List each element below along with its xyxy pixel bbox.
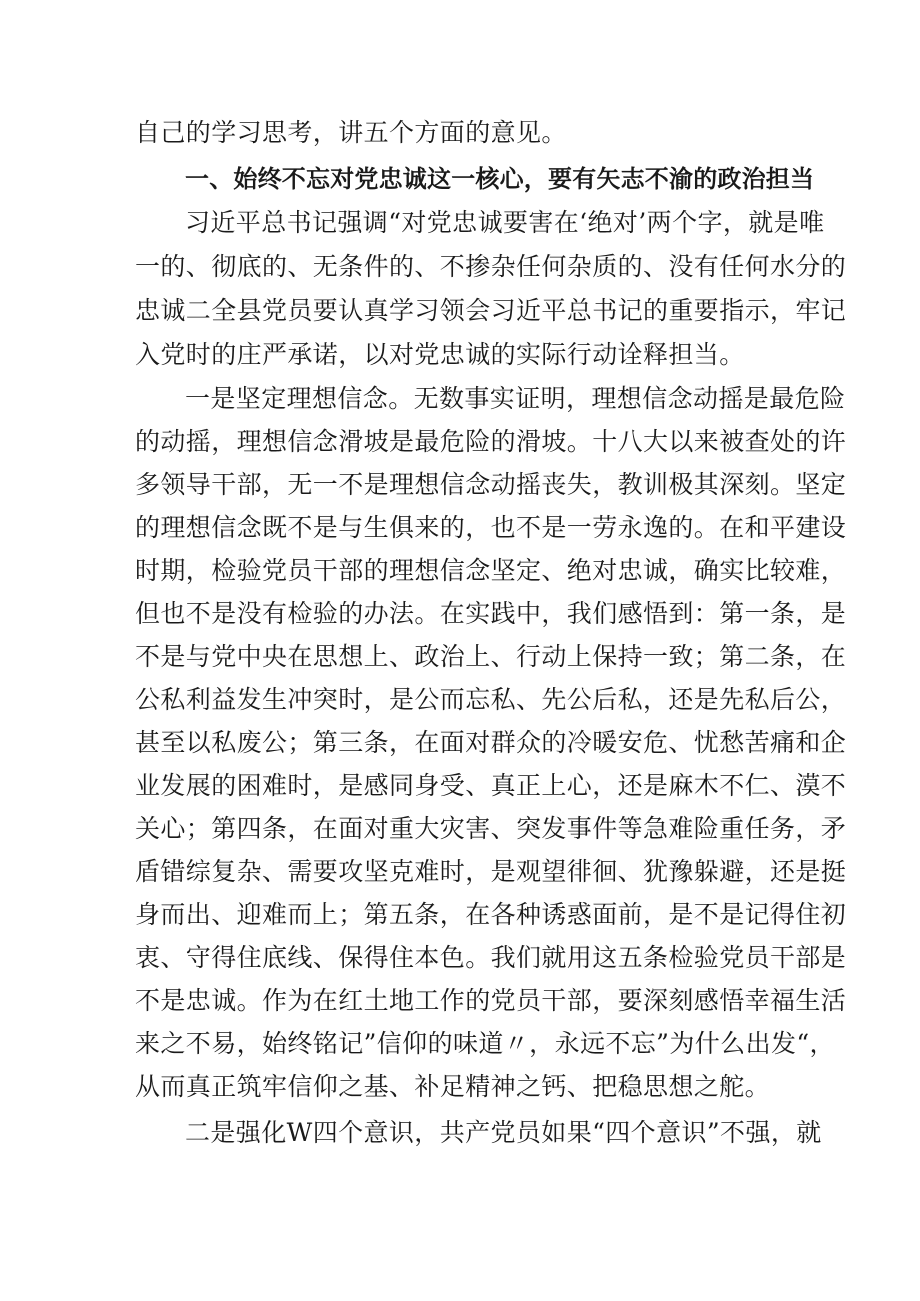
text-line: 一的、彻底的、无条件的、不掺杂任何杂质的、没有任何水分的 xyxy=(135,252,847,281)
text-line: 的理想信念既不是与生俱来的，也不是一劳永逸的。在和平建设 xyxy=(135,513,847,542)
text-line: 公私利益发生冲突时，是公而忘私、先公后私，还是先私后公， xyxy=(135,685,847,714)
text-line: 习近平总书记强调“对党忠诚要害在‘绝对’两个字，就是唯 xyxy=(185,208,825,237)
text-line: 入党时的庄严承诺，以对党忠诚的实际行动诠释担当。 xyxy=(135,340,745,369)
text-line: 不是忠诚。作为在红土地工作的党员干部，要深刻感悟幸福生活 xyxy=(135,986,847,1015)
text-line: 衷、守得住底线、保得住本色。我们就用这五条检验党员干部是 xyxy=(135,943,847,972)
text-line: 甚至以私废公；第三条，在面对群众的冷暖安危、忧愁苦痛和企 xyxy=(135,728,847,757)
text-line: 关心；第四条，在面对重大灾害、突发事件等急难险重任务，矛 xyxy=(135,814,847,843)
text-line: 多领导干部，无一不是理想信念动摇丧失，教训极其深刻。坚定 xyxy=(135,470,847,499)
text-line: 二是强化W四个意识，共产党员如果“四个意识”不强，就 xyxy=(185,1118,822,1147)
text-line: 盾错综复杂、需要攻坚克难时，是观望徘徊、犹豫躲避，还是挺 xyxy=(135,857,847,886)
text-line: 时期，检验党员干部的理想信念坚定、绝对忠诚，确实比较难， xyxy=(135,556,847,585)
text-line: 业发展的困难时，是感同身受、真正上心，还是麻木不仁、漠不 xyxy=(135,771,847,800)
text-line: 从而真正筑牢信仰之基、补足精神之钙、把稳思想之舵。 xyxy=(135,1072,771,1101)
text-line: 但也不是没有检验的办法。在实践中，我们感悟到：第一条，是 xyxy=(135,599,847,628)
text-line: 忠诚二全县党员要认真学习领会习近平总书记的重要指示，牢记 xyxy=(135,296,847,325)
text-line: 一是坚定理想信念。无数事实证明，理想信念动摇是最危险 xyxy=(185,384,846,413)
text-line: 不是与党中央在思想上、政治上、行动上保持一致；第二条，在 xyxy=(135,642,847,671)
text-line: 自己的学习思考，讲五个方面的意见。 xyxy=(135,118,567,147)
text-line: 的动摇，理想信念滑坡是最危险的滑坡。十八大以来被查处的许 xyxy=(135,427,847,456)
section-heading: 一、始终不忘对党忠诚这一核心，要有矢志不渝的政治担当 xyxy=(185,165,815,193)
text-line: 身而出、迎难而上；第五条，在各种诱惑面前，是不是记得住初 xyxy=(135,900,847,929)
text-line: 来之不易，始终铭记”信仰的味道〃，永远不忘”为什么出发“， xyxy=(135,1029,835,1058)
